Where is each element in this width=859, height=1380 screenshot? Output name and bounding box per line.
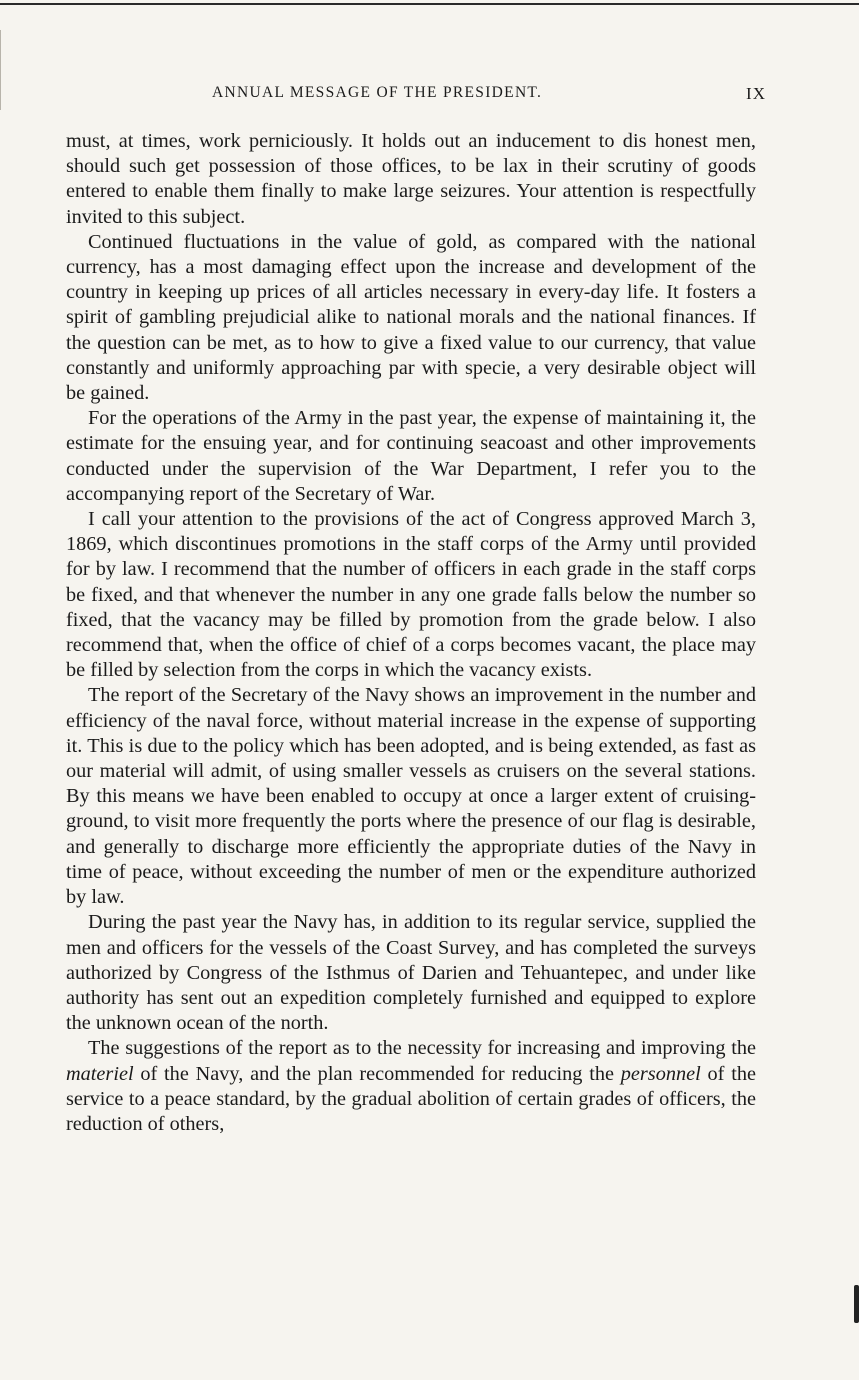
page-number: IX <box>746 84 766 103</box>
paragraph-5: The report of the Secretary of the Navy shows an improvement in the number and efficiency of the naval force, without material increase in the expense of supporting it. This is due to the policy which has been adopted, and is being extended, as fast as our material will admit, of using smaller vessels as cruisers on the several stations. By this means we have been enabled to occupy at once a larger extent of cruising-ground, to visit more frequently the ports where the presence of our flag is desirable, and generally to discharge more efficiently the appropriate duties of the Navy in time of peace, without exceeding the number of men or the expenditure authorized by law. <box>66 684 756 909</box>
scan-mark <box>854 1285 859 1323</box>
materiel-term: materiel <box>66 1062 134 1085</box>
body-text <box>66 129 756 1137</box>
top-rule <box>0 3 859 5</box>
paragraph-3: For the operations of the Army in the past year, the expense of maintaining it, the estimate for the ensuing year, and for continuing seacoast and other improvements conducted under the supervision of the War Department, I refer you to the accompanying report of the Secretary of War. <box>66 407 756 505</box>
paragraph-7-part-3: of the service to a peace standard, by the gradual abolition of certain grades of officers, the reduction of others, <box>66 1062 756 1135</box>
paragraph-4: I call your attention to the provisions of the act of Congress approved March 3, 1869, which discontinues promotions in the staff corps of the Army until provided for by law. I recommend that the number of officers in each grade in the staff corps be fixed, and that whenever the number in any one grade falls below the number so fixed, that the vacancy may be filled by promotion from the grade below. I also recommend that, when the office of chief of a corps becomes vacant, the place may be filled by selection from the corps in which the vacancy exists. <box>66 508 756 682</box>
paragraph-7-part-2: of the Navy, and the plan recommended for reducing the <box>133 1062 621 1085</box>
scan-edge <box>0 30 4 110</box>
paragraph-1: must, at times, work perniciously. It holds out an inducement to dis honest men, should such get possession of those offices, to be lax in their scrutiny of goods entered to enable them finally to make large seizures. Your attention is respectfully invited to this subject. <box>66 130 756 228</box>
running-head: ANNUAL MESSAGE OF THE PRESIDENT. <box>212 84 543 101</box>
paragraph-7 <box>66 1036 756 1137</box>
paragraph-2: Continued fluctuations in the value of gold, as compared with the national currency, has a most damaging effect upon the increase and development of the country in keeping up prices of all articles necessary in every-day life. It fosters a spirit of gambling prejudicial alike to national morals and the national finances. If the question can be met, as to how to give a fixed value to our currency, that value constantly and uniformly approaching par with specie, a very desirable object will be gained. <box>66 230 756 405</box>
paragraph-6: During the past year the Navy has, in addition to its regular service, supplied the men and officers for the vessels of the Coast Survey, and has completed the surveys authorized by Congress of the Isthmus of Darien and Tehuantepec, and under like authority has sent out an expedition completely furnished and equipped to explore the unknown ocean of the north. <box>66 911 756 1035</box>
personnel-term: personnel <box>620 1062 701 1085</box>
page-header <box>72 84 766 112</box>
paragraph-7-part-1: The suggestions of the report as to the necessity for increasing and improving the <box>88 1037 756 1060</box>
